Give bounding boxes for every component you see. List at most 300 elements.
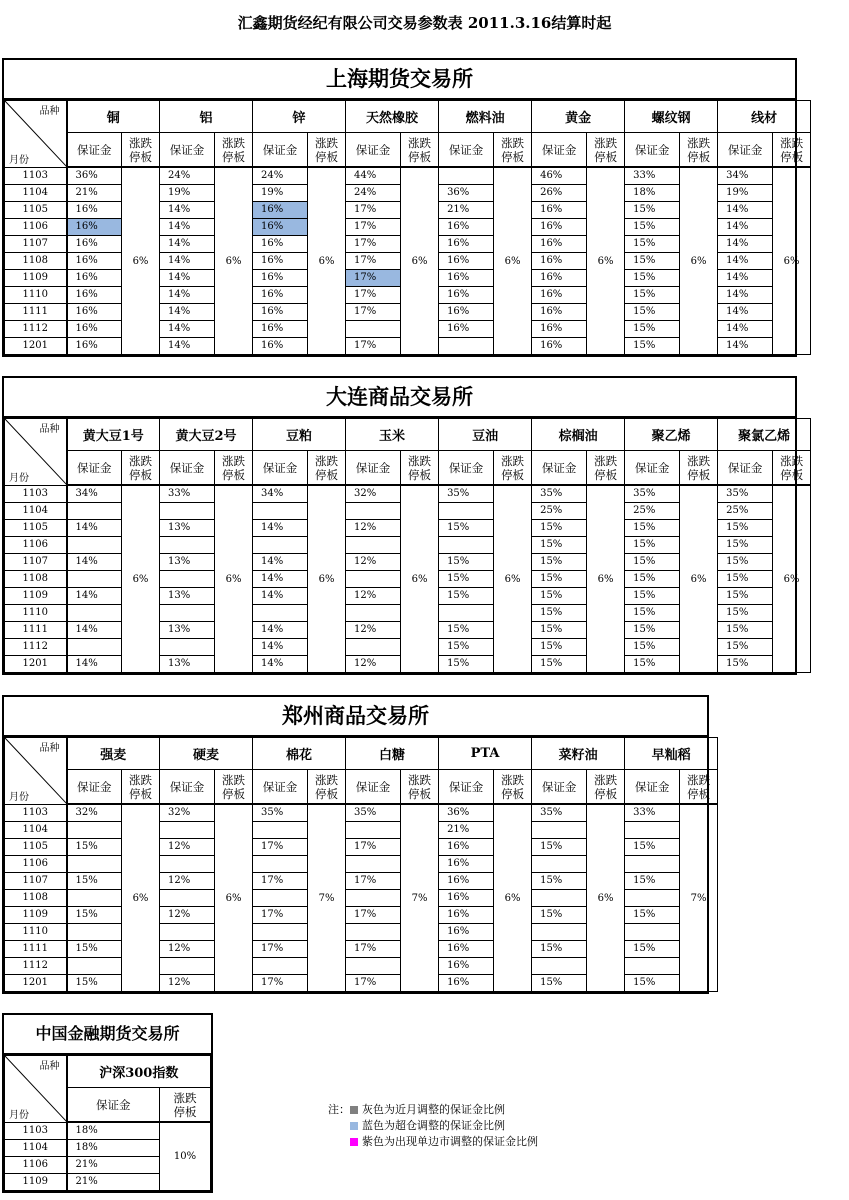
corner-month-label: 月份 — [9, 154, 29, 166]
limit-header — [308, 133, 346, 168]
table-row — [5, 804, 718, 822]
margin-cell: 32% — [160, 804, 215, 822]
margin-cell: 16% — [67, 304, 122, 321]
margin-cell: 15% — [625, 941, 680, 958]
margin-cell — [346, 639, 401, 656]
margin-cell: 21% — [67, 1174, 160, 1191]
margin-cell: 16% — [67, 236, 122, 253]
margin-cell: 15% — [718, 571, 773, 588]
limit-cell: 6% — [587, 804, 625, 992]
margin-cell: 14% — [67, 656, 122, 673]
product-name: 聚氯乙烯 — [718, 419, 811, 451]
margin-cell: 26% — [532, 185, 587, 202]
margin-cell: 14% — [67, 622, 122, 639]
margin-header: 保证金 — [253, 133, 308, 168]
margin-cell: 15% — [718, 605, 773, 622]
limit-header-line: 涨跌 — [408, 772, 432, 787]
margin-cell: 15% — [532, 639, 587, 656]
margin-header: 保证金 — [439, 133, 494, 168]
month-cell: 1107 — [5, 236, 67, 253]
margin-cell: 15% — [532, 554, 587, 571]
margin-cell: 25% — [532, 503, 587, 520]
exchange-title: 大连商品交易所 — [4, 378, 795, 418]
margin-cell: 15% — [625, 656, 680, 673]
month-cell: 1110 — [5, 605, 67, 622]
margin-cell — [67, 856, 122, 873]
margin-cell: 15% — [625, 253, 680, 270]
limit-header — [401, 133, 439, 168]
limit-header — [215, 770, 253, 805]
corner-product-label: 品种 — [39, 743, 60, 754]
margin-cell — [67, 639, 122, 656]
margin-cell: 17% — [346, 219, 401, 236]
limit-header — [494, 451, 532, 486]
limit-header-line: 停板 — [408, 786, 432, 801]
margin-cell: 13% — [160, 554, 215, 571]
month-cell: 1106 — [5, 856, 67, 873]
purple-swatch — [350, 1138, 358, 1146]
margin-cell: 17% — [346, 236, 401, 253]
document-title: 汇鑫期货经纪有限公司交易参数表 2011.3.16结算时起 — [237, 14, 612, 32]
margin-cell — [346, 924, 401, 941]
margin-cell: 16% — [439, 856, 494, 873]
limit-header-line: 涨跌 — [129, 453, 152, 468]
margin-cell: 15% — [532, 656, 587, 673]
margin-cell: 15% — [439, 639, 494, 656]
margin-cell: 14% — [160, 219, 215, 236]
margin-cell: 16% — [439, 873, 494, 890]
margin-cell: 15% — [718, 639, 773, 656]
month-cell: 1104 — [5, 503, 67, 520]
margin-cell: 33% — [625, 167, 680, 185]
legend-purple-text: 紫色为出现单边市调整的保证金比例 — [362, 1135, 538, 1148]
limit-header-line: 停板 — [594, 467, 618, 482]
blue-swatch — [350, 1122, 358, 1130]
month-cell: 1111 — [5, 304, 67, 321]
corner-month-label: 月份 — [9, 1109, 29, 1121]
margin-cell: 17% — [253, 941, 308, 958]
limit-cell: 6% — [494, 485, 532, 673]
month-cell: 1109 — [5, 1174, 67, 1191]
limit-header-line: 涨跌 — [222, 772, 246, 787]
limit-header-line: 停板 — [501, 467, 525, 482]
margin-cell: 36% — [439, 804, 494, 822]
limit-header — [587, 451, 625, 486]
product-name: 铝 — [160, 101, 253, 133]
margin-cell: 16% — [253, 202, 308, 219]
month-cell: 1112 — [5, 958, 67, 975]
limit-cell: 10% — [160, 1122, 211, 1191]
corner-product-label: 品种 — [39, 106, 60, 117]
margin-header: 保证金 — [346, 451, 401, 486]
notes-prefix: 注： — [328, 1103, 350, 1116]
margin-cell: 46% — [532, 167, 587, 185]
margin-header: 保证金 — [718, 133, 773, 168]
product-name: 硬麦 — [160, 738, 253, 770]
margin-cell: 14% — [67, 520, 122, 537]
margin-cell: 15% — [532, 605, 587, 622]
margin-cell: 33% — [160, 485, 215, 503]
margin-cell — [625, 890, 680, 907]
margin-cell: 14% — [67, 588, 122, 605]
limit-header — [773, 133, 811, 168]
margin-cell: 21% — [67, 1157, 160, 1174]
margin-cell: 15% — [532, 907, 587, 924]
margin-cell: 14% — [253, 520, 308, 537]
product-name: 豆粕 — [253, 419, 346, 451]
limit-header-line: 停板 — [687, 786, 711, 801]
margin-cell: 34% — [67, 485, 122, 503]
limit-header-line: 停板 — [129, 149, 152, 164]
product-name: 燃料油 — [439, 101, 532, 133]
month-cell: 1105 — [5, 202, 67, 219]
margin-cell: 35% — [532, 485, 587, 503]
margin-cell: 17% — [253, 975, 308, 992]
margin-cell: 15% — [625, 639, 680, 656]
margin-cell: 16% — [67, 321, 122, 338]
margin-header: 保证金 — [532, 451, 587, 486]
margin-cell: 14% — [718, 236, 773, 253]
margin-cell — [253, 822, 308, 839]
limit-header — [308, 451, 346, 486]
product-name: PTA — [439, 738, 532, 770]
limit-header-line: 涨跌 — [687, 772, 711, 787]
margin-cell: 25% — [625, 503, 680, 520]
corner-product-label: 品种 — [39, 424, 60, 435]
margin-header: 保证金 — [625, 451, 680, 486]
margin-cell — [67, 924, 122, 941]
limit-cell: 6% — [122, 485, 160, 673]
limit-header-line: 涨跌 — [501, 772, 525, 787]
margin-cell: 16% — [439, 907, 494, 924]
margin-cell: 15% — [439, 622, 494, 639]
margin-cell: 14% — [718, 270, 773, 287]
limit-cell: 6% — [494, 167, 532, 355]
limit-cell: 6% — [773, 485, 811, 673]
month-cell: 1109 — [5, 907, 67, 924]
margin-cell: 14% — [160, 270, 215, 287]
limit-header-line: 涨跌 — [594, 135, 618, 150]
corner-header — [5, 419, 67, 486]
margin-cell: 16% — [439, 219, 494, 236]
margin-cell: 16% — [439, 958, 494, 975]
margin-cell: 12% — [160, 839, 215, 856]
limit-header-line: 停板 — [315, 149, 339, 164]
margin-header: 保证金 — [439, 451, 494, 486]
limit-cell: 6% — [773, 167, 811, 355]
margin-cell: 17% — [346, 873, 401, 890]
product-name: 棉花 — [253, 738, 346, 770]
margin-cell: 16% — [439, 270, 494, 287]
limit-cell: 6% — [401, 167, 439, 355]
month-cell: 1110 — [5, 287, 67, 304]
table-row — [5, 1122, 211, 1140]
margin-cell — [160, 856, 215, 873]
limit-header-line: 停板 — [129, 467, 152, 482]
limit-header-line: 涨跌 — [315, 135, 339, 150]
margin-cell: 16% — [532, 219, 587, 236]
margin-header: 保证金 — [67, 770, 122, 805]
exchange-shfe — [2, 58, 804, 357]
margin-cell: 34% — [718, 167, 773, 185]
limit-header-line: 涨跌 — [501, 135, 525, 150]
margin-cell: 15% — [718, 537, 773, 554]
month-cell: 1201 — [5, 338, 67, 355]
limit-header — [122, 133, 160, 168]
limit-header-line: 停板 — [780, 467, 804, 482]
limit-header — [215, 451, 253, 486]
margin-cell: 16% — [67, 338, 122, 355]
margin-cell: 15% — [625, 605, 680, 622]
limit-cell: 6% — [122, 167, 160, 355]
limit-header-line: 停板 — [315, 467, 339, 482]
margin-cell: 15% — [625, 554, 680, 571]
margin-cell — [439, 167, 494, 185]
limit-header-line: 停板 — [408, 149, 432, 164]
limit-header — [680, 133, 718, 168]
month-cell: 1104 — [5, 185, 67, 202]
margin-cell: 14% — [160, 304, 215, 321]
margin-header: 保证金 — [532, 770, 587, 805]
margin-cell — [532, 856, 587, 873]
margin-cell: 17% — [346, 287, 401, 304]
margin-table — [4, 418, 811, 673]
margin-cell: 14% — [253, 588, 308, 605]
margin-cell — [253, 890, 308, 907]
margin-cell: 14% — [718, 287, 773, 304]
product-name: 菜籽油 — [532, 738, 625, 770]
month-cell: 1103 — [5, 1122, 67, 1140]
margin-cell: 17% — [346, 907, 401, 924]
margin-cell: 16% — [532, 270, 587, 287]
limit-header — [587, 133, 625, 168]
limit-header — [122, 451, 160, 486]
margin-cell: 17% — [253, 839, 308, 856]
margin-header: 保证金 — [346, 133, 401, 168]
legend-row — [328, 1134, 538, 1150]
margin-cell: 17% — [346, 941, 401, 958]
limit-header-line: 涨跌 — [129, 135, 152, 150]
margin-cell: 15% — [625, 236, 680, 253]
margin-cell: 16% — [67, 202, 122, 219]
margin-cell: 12% — [346, 554, 401, 571]
margin-cell: 15% — [532, 537, 587, 554]
margin-cell: 15% — [439, 554, 494, 571]
margin-cell — [439, 537, 494, 554]
margin-cell: 14% — [160, 253, 215, 270]
margin-cell: 16% — [532, 236, 587, 253]
margin-cell — [532, 924, 587, 941]
margin-cell — [625, 958, 680, 975]
margin-cell: 18% — [625, 185, 680, 202]
limit-header-line: 涨跌 — [501, 453, 525, 468]
product-name: 线材 — [718, 101, 811, 133]
month-cell: 1109 — [5, 588, 67, 605]
margin-cell — [346, 571, 401, 588]
margin-cell: 15% — [625, 622, 680, 639]
margin-table — [4, 1055, 211, 1191]
margin-cell: 15% — [625, 537, 680, 554]
limit-header-line: 停板 — [594, 149, 618, 164]
limit-header-line: 涨跌 — [687, 135, 711, 150]
margin-cell — [253, 856, 308, 873]
margin-cell: 15% — [625, 270, 680, 287]
margin-cell: 35% — [718, 485, 773, 503]
month-cell: 1112 — [5, 321, 67, 338]
margin-cell: 35% — [625, 485, 680, 503]
margin-cell — [160, 537, 215, 554]
limit-cell: 7% — [308, 804, 346, 992]
corner-header — [5, 1056, 67, 1123]
margin-cell: 21% — [67, 185, 122, 202]
margin-cell: 15% — [625, 287, 680, 304]
margin-cell: 44% — [346, 167, 401, 185]
margin-cell: 12% — [160, 975, 215, 992]
margin-header: 保证金 — [625, 770, 680, 805]
month-cell: 1106 — [5, 219, 67, 236]
limit-header — [215, 133, 253, 168]
limit-header-line: 停板 — [222, 467, 246, 482]
margin-cell — [625, 856, 680, 873]
margin-cell: 14% — [718, 304, 773, 321]
product-name: 黄金 — [532, 101, 625, 133]
limit-header-line: 涨跌 — [594, 453, 618, 468]
margin-cell — [439, 503, 494, 520]
margin-cell: 16% — [253, 236, 308, 253]
limit-header-line: 涨跌 — [129, 772, 152, 787]
limit-cell: 6% — [215, 485, 253, 673]
month-cell: 1104 — [5, 1140, 67, 1157]
margin-cell: 12% — [160, 907, 215, 924]
limit-header-line: 停板 — [129, 786, 152, 801]
month-cell: 1108 — [5, 253, 67, 270]
corner-month-label: 月份 — [9, 791, 29, 803]
margin-cell: 35% — [439, 485, 494, 503]
margin-cell: 13% — [160, 588, 215, 605]
margin-cell: 15% — [439, 588, 494, 605]
margin-cell: 16% — [67, 270, 122, 287]
margin-cell — [253, 605, 308, 622]
margin-cell: 12% — [160, 873, 215, 890]
margin-cell: 36% — [67, 167, 122, 185]
margin-cell: 21% — [439, 202, 494, 219]
margin-cell: 16% — [532, 287, 587, 304]
margin-cell: 16% — [439, 839, 494, 856]
month-cell: 1106 — [5, 1157, 67, 1174]
limit-cell: 6% — [680, 485, 718, 673]
margin-cell: 15% — [532, 622, 587, 639]
month-cell: 1105 — [5, 520, 67, 537]
legend-notes — [328, 1102, 538, 1150]
margin-cell: 13% — [160, 520, 215, 537]
margin-cell — [346, 605, 401, 622]
month-cell: 1107 — [5, 554, 67, 571]
exchange-title: 中国金融期货交易所 — [4, 1015, 211, 1055]
margin-cell: 14% — [67, 554, 122, 571]
margin-header: 保证金 — [718, 451, 773, 486]
margin-table — [4, 737, 718, 992]
product-name: 锌 — [253, 101, 346, 133]
limit-header — [680, 770, 718, 805]
limit-cell: 6% — [401, 485, 439, 673]
exchange-dce — [2, 376, 804, 675]
limit-cell: 6% — [215, 167, 253, 355]
product-name: 沪深300指数 — [67, 1056, 211, 1088]
margin-cell — [253, 958, 308, 975]
margin-cell: 16% — [67, 219, 122, 236]
corner-month-label: 月份 — [9, 472, 29, 484]
limit-header-line: 停板 — [222, 149, 246, 164]
limit-cell: 6% — [587, 167, 625, 355]
margin-cell: 15% — [532, 941, 587, 958]
limit-cell: 7% — [680, 804, 718, 992]
margin-cell — [532, 958, 587, 975]
limit-header — [122, 770, 160, 805]
product-name: 聚乙烯 — [625, 419, 718, 451]
margin-cell: 34% — [253, 485, 308, 503]
margin-cell: 16% — [253, 338, 308, 355]
margin-cell: 16% — [253, 287, 308, 304]
margin-cell: 25% — [718, 503, 773, 520]
margin-cell: 14% — [253, 639, 308, 656]
margin-cell: 16% — [439, 253, 494, 270]
margin-cell: 15% — [532, 571, 587, 588]
margin-cell: 21% — [439, 822, 494, 839]
margin-cell: 12% — [346, 520, 401, 537]
margin-cell — [160, 605, 215, 622]
table-row — [5, 167, 811, 185]
limit-header — [401, 770, 439, 805]
limit-header-line: 停板 — [408, 467, 432, 482]
margin-cell: 15% — [625, 338, 680, 355]
margin-cell: 15% — [532, 839, 587, 856]
limit-header — [494, 770, 532, 805]
margin-cell — [160, 822, 215, 839]
product-name: 黄大豆2号 — [160, 419, 253, 451]
limit-cell: 6% — [680, 167, 718, 355]
month-cell: 1112 — [5, 639, 67, 656]
margin-cell: 15% — [718, 520, 773, 537]
margin-cell — [346, 321, 401, 338]
margin-cell: 15% — [532, 873, 587, 890]
limit-header-line: 涨跌 — [315, 772, 339, 787]
margin-cell: 16% — [532, 253, 587, 270]
margin-header: 保证金 — [253, 451, 308, 486]
margin-cell: 17% — [346, 270, 401, 287]
margin-cell: 14% — [718, 321, 773, 338]
margin-cell: 15% — [625, 571, 680, 588]
margin-cell: 15% — [625, 907, 680, 924]
margin-cell: 15% — [718, 656, 773, 673]
limit-header-line: 停板 — [315, 786, 339, 801]
margin-cell: 18% — [67, 1140, 160, 1157]
margin-cell: 13% — [160, 656, 215, 673]
month-cell: 1201 — [5, 656, 67, 673]
margin-cell: 24% — [346, 185, 401, 202]
product-name: 白糖 — [346, 738, 439, 770]
margin-cell: 14% — [160, 236, 215, 253]
limit-header-line: 涨跌 — [408, 453, 432, 468]
margin-cell: 12% — [346, 588, 401, 605]
margin-cell: 12% — [346, 656, 401, 673]
limit-header — [494, 133, 532, 168]
limit-header-line: 停板 — [501, 149, 525, 164]
limit-cell: 7% — [401, 804, 439, 992]
margin-cell — [253, 503, 308, 520]
limit-header-line: 停板 — [501, 786, 525, 801]
margin-cell: 15% — [625, 304, 680, 321]
limit-header-line: 涨跌 — [315, 453, 339, 468]
